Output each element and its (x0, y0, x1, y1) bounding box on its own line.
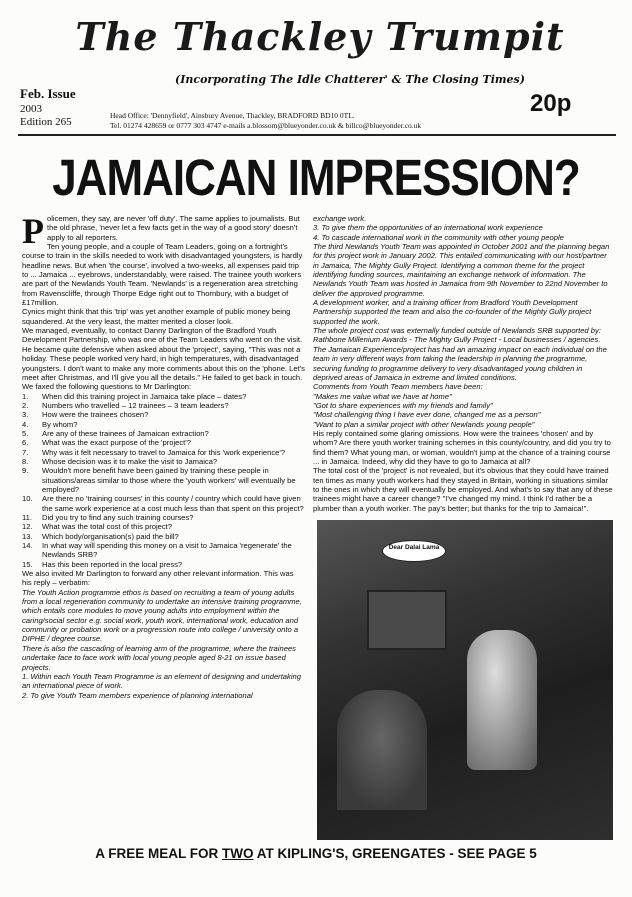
quoted-reply: exchange work. (313, 214, 367, 223)
paragraph: We managed, eventually, to contact Danny Darlington of the Bradford Youth Development Partnership, who was one of the Team Leaders who went on the visit. He became quite defensive when asked about the 'project', saying, "This was not a holiday. These people worked very hard, in high temperatures, with disadvantaged youngsters. I don't want to make any more comments about this on the 'phone. Let's meet after Christmas, and I'll give you all the details." He failed to get back in touch. (22, 326, 305, 382)
list-number: 2. (22, 400, 29, 410)
footer-text: AT KIPLING'S, GREENGATES - SEE PAGE 5 (253, 846, 537, 861)
list-text: Wouldn't more benefit have been gained by training these people in situations/areas similar to those where the 'youth workers' will eventually be employed? (42, 466, 296, 494)
issue-label: Feb. Issue (20, 86, 76, 101)
list-number: 12. (22, 522, 33, 532)
list-number: 5. (22, 428, 29, 438)
speech-bubble: Dear Dalai Lama (382, 540, 446, 562)
issue-year: 2003 (20, 103, 42, 115)
list-item (22, 560, 305, 569)
quoted-reply: The whole project cost was externally funded outside of Newlands SRB supported by: Rathbone Millenium Awards - The Mighty Gully Project - Local businesses / agencies. (313, 326, 601, 345)
list-item (22, 392, 305, 401)
quoted-reply: There is also the cascading of learning arm of the programme, where the trainees undertake face to face work with local young people aged 8-21 on issue based projects. (22, 643, 296, 672)
cover-price: 20p (530, 90, 572, 117)
member-quote: "Want to plan a similar project with other Newlands young people" (313, 419, 535, 429)
list-text: Has this been reported in the local press? (42, 559, 183, 569)
quoted-reply: 3. To give them the opportunities of an international work experience (313, 223, 543, 233)
list-number: 8. (22, 456, 29, 466)
quoted-reply: The Youth Action programme ethos is based on recruiting a team of young adults from a local regeneration community to undertake an intensive training programme, which entails core modules to move young adults into employment within the caring/social sector e.g. social work, youth work, international work, education and community or probation work or a progression route into college / university onto a DIPHE / degree course. (22, 587, 302, 644)
paragraph-text: olicemen, they say, are never 'off duty'. The same applies to journalists. But the old phrase, 'never let a few facts get in the way of a good story' doesn't apply to all reporters. (47, 214, 300, 242)
footer-advert (0, 846, 632, 861)
list-number: 6. (22, 438, 29, 448)
list-item (22, 513, 305, 522)
list-item (22, 522, 305, 531)
list-item (22, 410, 305, 419)
quoted-reply: 1. Within each Youth Team Programme is an element of designing and undertaking an international piece of work. (22, 671, 301, 691)
masthead-divider (18, 134, 616, 136)
list-item (22, 448, 305, 457)
list-item (22, 401, 305, 410)
list-text: Which body/organisation(s) paid the bill? (42, 531, 179, 541)
footer-emphasis: TWO (222, 846, 254, 861)
list-text: Numbers who travelled – 12 trainees – 3 team leaders? (42, 400, 229, 410)
list-item (22, 466, 305, 494)
list-item (22, 420, 305, 429)
list-number: 11. (22, 513, 32, 522)
paragraph: Ten young people, and a couple of Team Leaders, going on a fortnight's course to train in the skills needed to work with disadvantaged youngsters, is hardly headline news. But when 'the course', involved a two-weeks, all expenses paid trip to ... Jamaica ... eyebrows, understandably, were raised. The trainee youth workers are part of the Newlands Youth Team. 'Newlands' is a regeneration area stretching from Ravenscliffe, through Thorpe Edge right out to Thornbury, with a budget of £17million. (22, 242, 303, 308)
list-number: 4. (22, 419, 29, 429)
list-number: 10. (22, 494, 33, 504)
quoted-reply: A development worker, and a training officer from Bradford Youth Development Partnership supported the team and also the co-founder of the Mighty Gully project supported the work. (313, 298, 592, 326)
drop-cap: P (22, 211, 44, 251)
quoted-reply: Comments from Youth Team members have been: (313, 382, 483, 392)
quoted-reply: 2. To give Youth Team members experience of planning international (22, 690, 253, 700)
article-photo (317, 520, 613, 840)
member-quote: "Most challenging thing I have ever done, changed me as a person" (313, 410, 541, 420)
article-column-right (313, 214, 613, 513)
list-number: 9. (22, 466, 29, 476)
headline: JAMAICAN IMPRESSION? (52, 150, 580, 207)
member-quote: "Got to share experiences with my friends and family" (313, 400, 493, 410)
list-text: Why was it felt necessary to travel to Jamaica for this 'work experience'? (42, 447, 286, 457)
footer-text: A FREE MEAL FOR (95, 846, 222, 861)
list-text: By whom? (42, 419, 78, 429)
list-item (22, 494, 305, 513)
paragraph: We faxed the following questions to Mr Darlington: (22, 382, 192, 392)
edition-number: Edition 265 (20, 116, 72, 128)
quoted-reply: The Jamaican Experience/project has had an amazing impact on each individual on the team in very different ways from taking the leadership in planning the programme, securing funding to programme delivery to very disadvantaged young children in deprived areas of Jamaica in extreme and limited conditions. (313, 344, 607, 382)
photo-person (337, 690, 427, 810)
newspaper-title: The Thackley Trumpit (75, 14, 565, 59)
list-number: 7. (22, 447, 29, 457)
quoted-reply: The third Newlands Youth Team was appointed in October 2001 and the planning began for this project work in January 2002. This entailed communicating with our host/partner in Jamaica, The Mighty Gully Project. Identifying a common theme for the project identifying funding sources, maintaining an exchange network of information. The Newlands Youth Team was hosted in Jamaica from 9th November to 22nd November to deliver the approved programme. (313, 242, 610, 298)
list-item (22, 457, 305, 466)
list-item (22, 429, 305, 438)
list-item (22, 532, 305, 541)
list-item (22, 438, 305, 447)
paragraph: The total cost of the 'project' is not revealed, but it's obvious that they could have trained ten times as many youth workers had they stayed in Britain, working in situations similar to the ones in which they will eventually be employed. And what's to say that any of these trainees might have a career change? "I've changed my mind. I think I'd rather be a plumber than a youth worker. The pay's better; but thanks for the trip to Jamaica!". (313, 466, 613, 513)
paragraph: We also invited Mr Darlington to forward any other relevant information. This was his reply – verbatim: (22, 569, 294, 588)
questions-list (22, 392, 305, 570)
list-text: Are any of these trainees of Jamaican extraction? (42, 428, 209, 438)
list-text: Whose decision was it to make the visit to Jamaica? (42, 456, 218, 466)
list-text: What was the exact purpose of the 'project'? (42, 438, 191, 448)
list-text: How were the trainees chosen? (42, 410, 149, 420)
list-item (22, 541, 305, 560)
list-number: 13. (22, 531, 33, 541)
photo-person (467, 630, 537, 770)
member-quote: "Makes me value what we have at home" (313, 391, 452, 401)
paragraph: His reply contained some glaring omissions. How were the trainees 'chosen' and by whom? Are there youth worker training schemes in this county/country, and did you try to find them? What young man, or woman, wouldn't jump at the chance of a training course ... in Jamaica. Indeed, why did they have to go to Jamaica at all? (313, 428, 611, 466)
list-number: 1. (22, 391, 29, 401)
photo-background-object (367, 590, 447, 650)
lead-paragraph (22, 211, 305, 251)
quoted-reply: 4. To cascade international work in the community with other young people (313, 232, 564, 242)
list-text: Did you try to find any such training courses? (42, 513, 194, 522)
list-number: 15. (22, 559, 33, 569)
list-text: In what way will spending this money on a visit to Jamaica 'regenerate' the Newlands SRB? (42, 541, 292, 560)
article-column-left (22, 211, 305, 700)
head-office-address: Head Office: 'Dennyfield', Ainsbury Avenue, Thackley, BRADFORD BD10 0TL. (110, 111, 355, 120)
list-text: What was the total cost of this project? (42, 522, 172, 532)
list-text: Are there no 'training courses' in this county / country which could have given the same work experience at a cost much less than that spent on this project? (42, 494, 304, 513)
paragraph: Cynics might think that this 'trip' was yet another example of public money being squandered. At the very least, the matter merited a closer look. (22, 307, 291, 326)
list-number: 14. (22, 541, 33, 551)
contact-details: Tel. 01274 428659 or 0777 303 4747 e-mails a.blossom@blueyonder.co.uk & billco@blueyonder.co.uk (110, 121, 422, 130)
list-number: 3. (22, 410, 29, 420)
list-text: When did this training project in Jamaica take place – dates? (42, 391, 247, 401)
newspaper-subtitle: (Incorporating The Idle Chatterer' & The Closing Times) (175, 73, 525, 86)
